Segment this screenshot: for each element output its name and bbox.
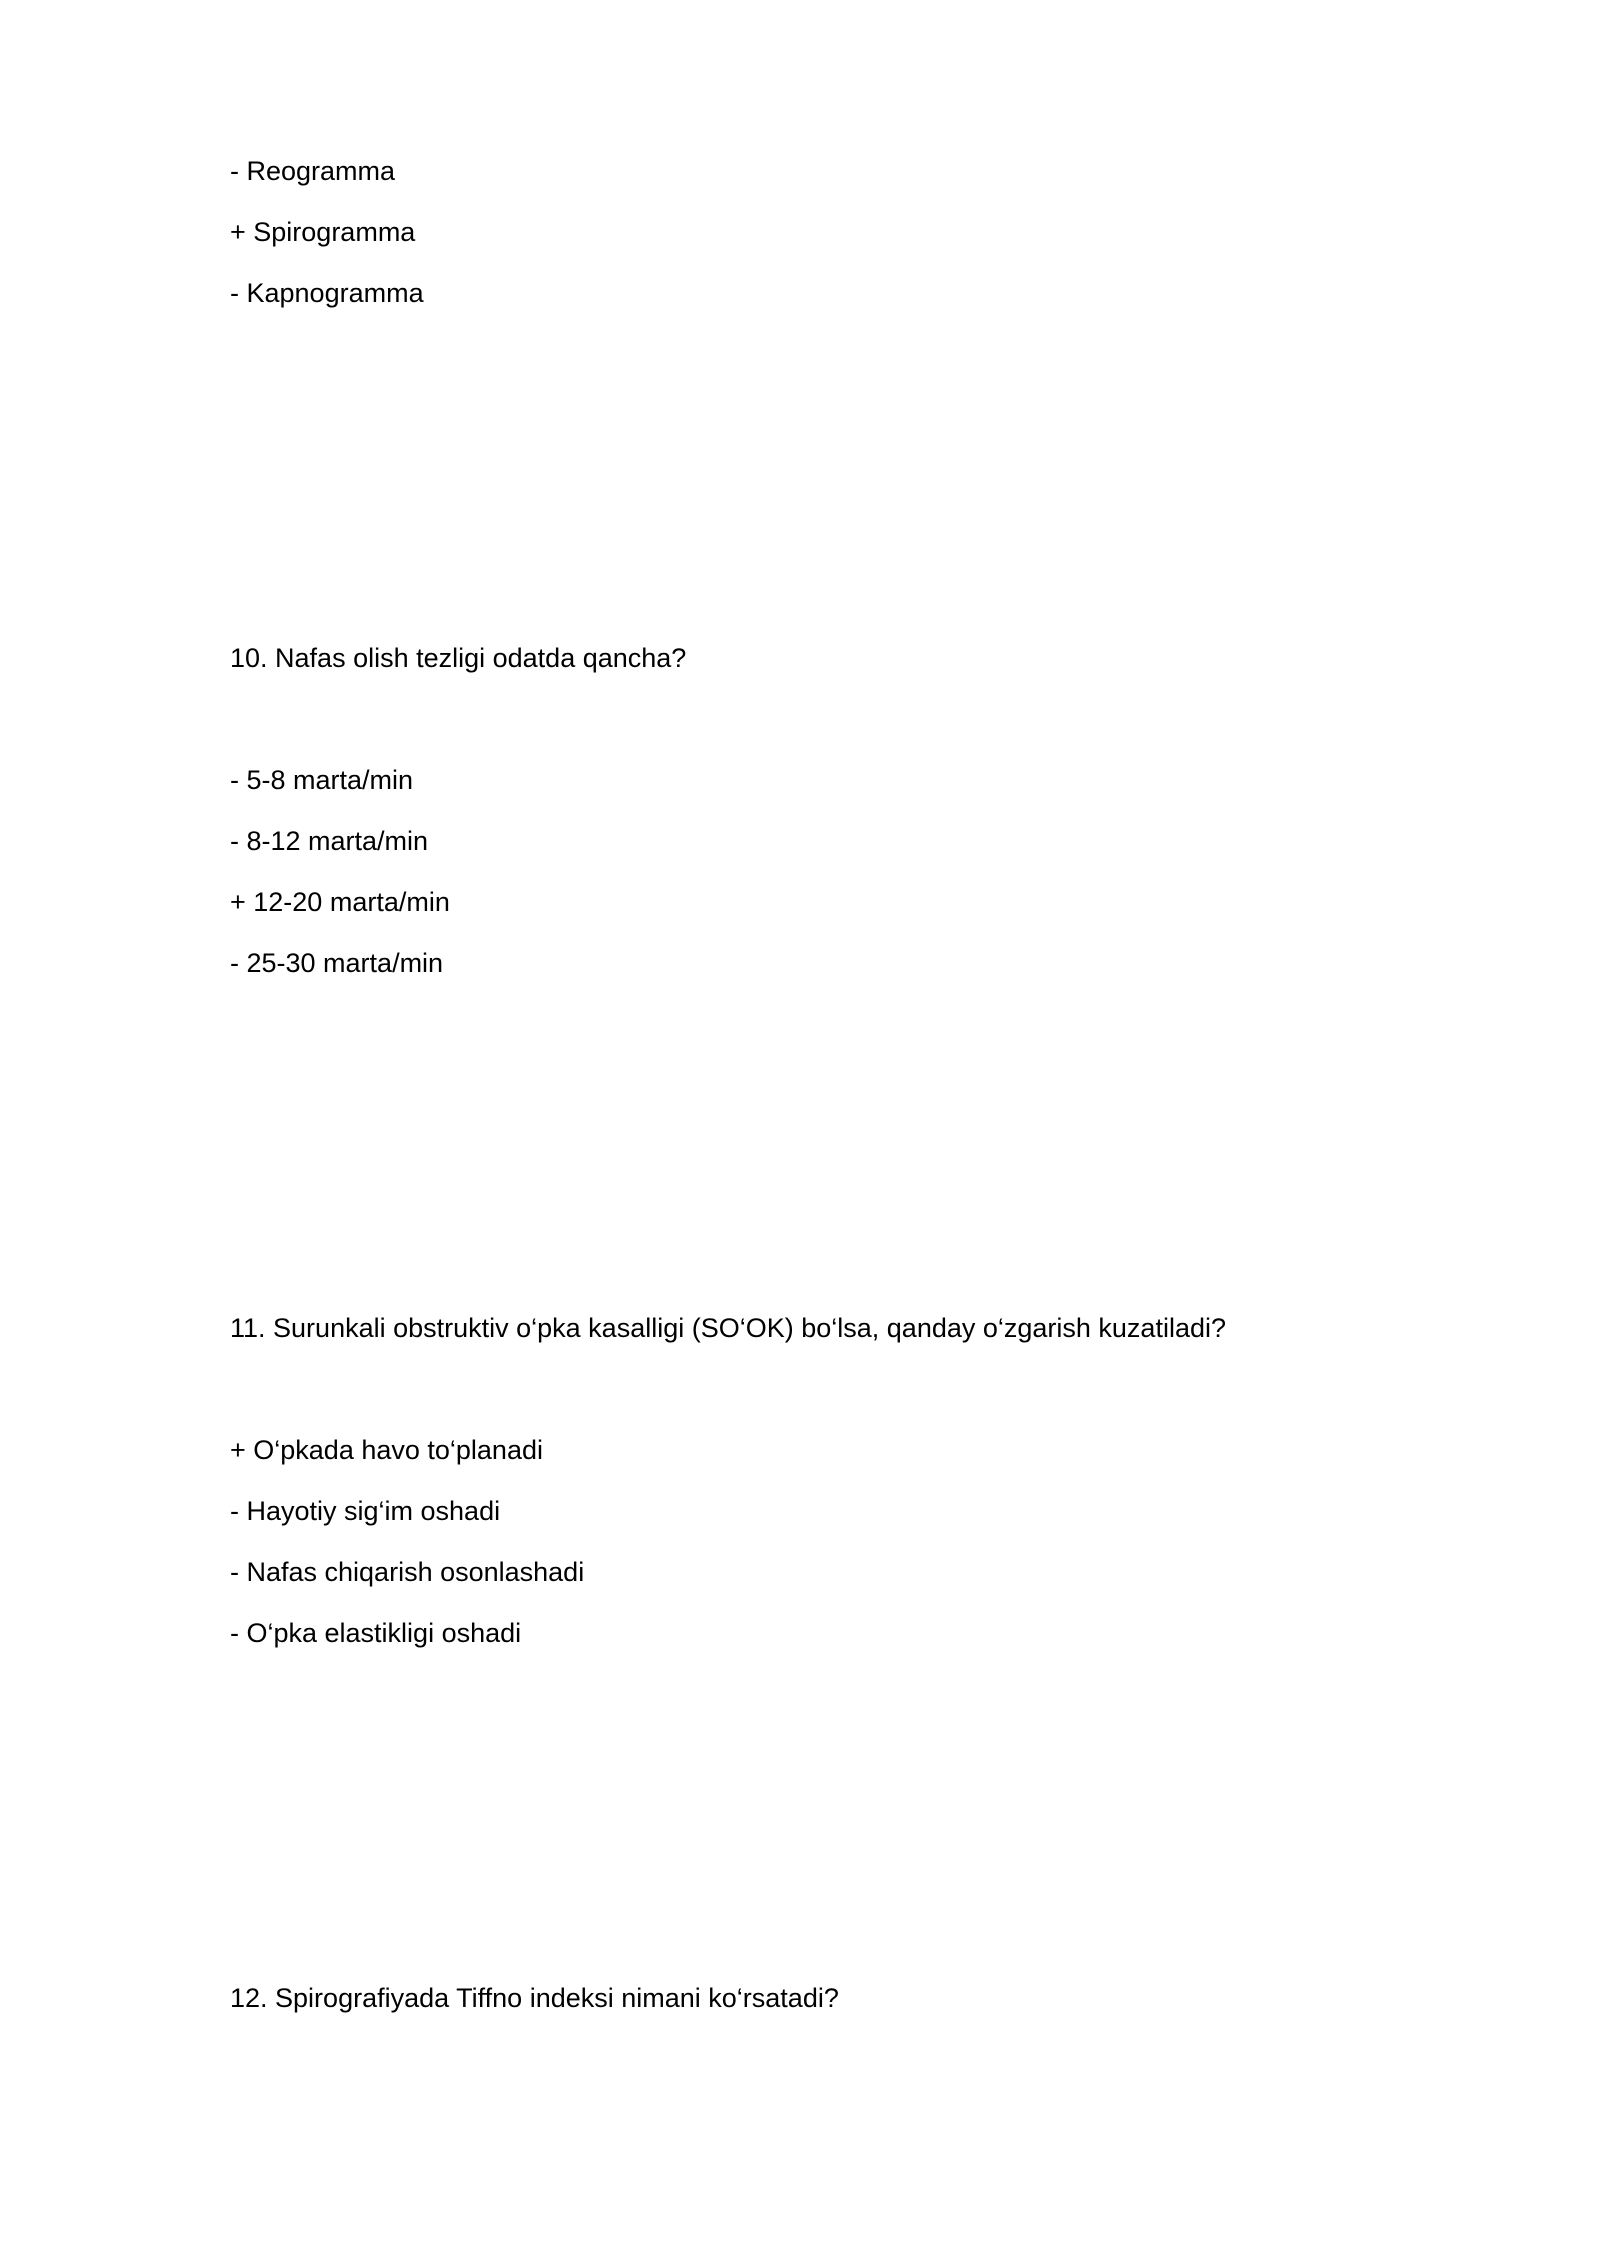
q12-question: 12. Spirografiyada Tiffno indeksi nimani ko‘rsatadi? <box>230 1983 839 2013</box>
q9-option-reogramma: - Reogramma <box>230 156 396 186</box>
q10-option-4: - 25-30 marta/min <box>230 948 444 978</box>
q9-option-spirogramma: + Spirogramma <box>230 217 416 247</box>
q11-option-3: - Nafas chiqarish osonlashadi <box>230 1557 585 1587</box>
q10-option-1: - 5-8 marta/min <box>230 765 414 795</box>
q11-question: 11. Surunkali obstruktiv o‘pka kasalligi (SO‘OK) bo‘lsa, qanday o‘zgarish kuzatiladi? <box>230 1313 1226 1343</box>
q11-option-1: + O‘pkada havo to‘planadi <box>230 1435 543 1465</box>
q11-option-4: - O‘pka elastikligi oshadi <box>230 1618 522 1648</box>
q10-option-3: + 12-20 marta/min <box>230 887 450 917</box>
q11-option-2: - Hayotiy sig‘im oshadi <box>230 1496 501 1526</box>
q10-question: 10. Nafas olish tezligi odatda qancha? <box>230 643 687 673</box>
q10-option-2: - 8-12 marta/min <box>230 826 429 856</box>
q9-option-kapnogramma: - Kapnogramma <box>230 278 424 308</box>
